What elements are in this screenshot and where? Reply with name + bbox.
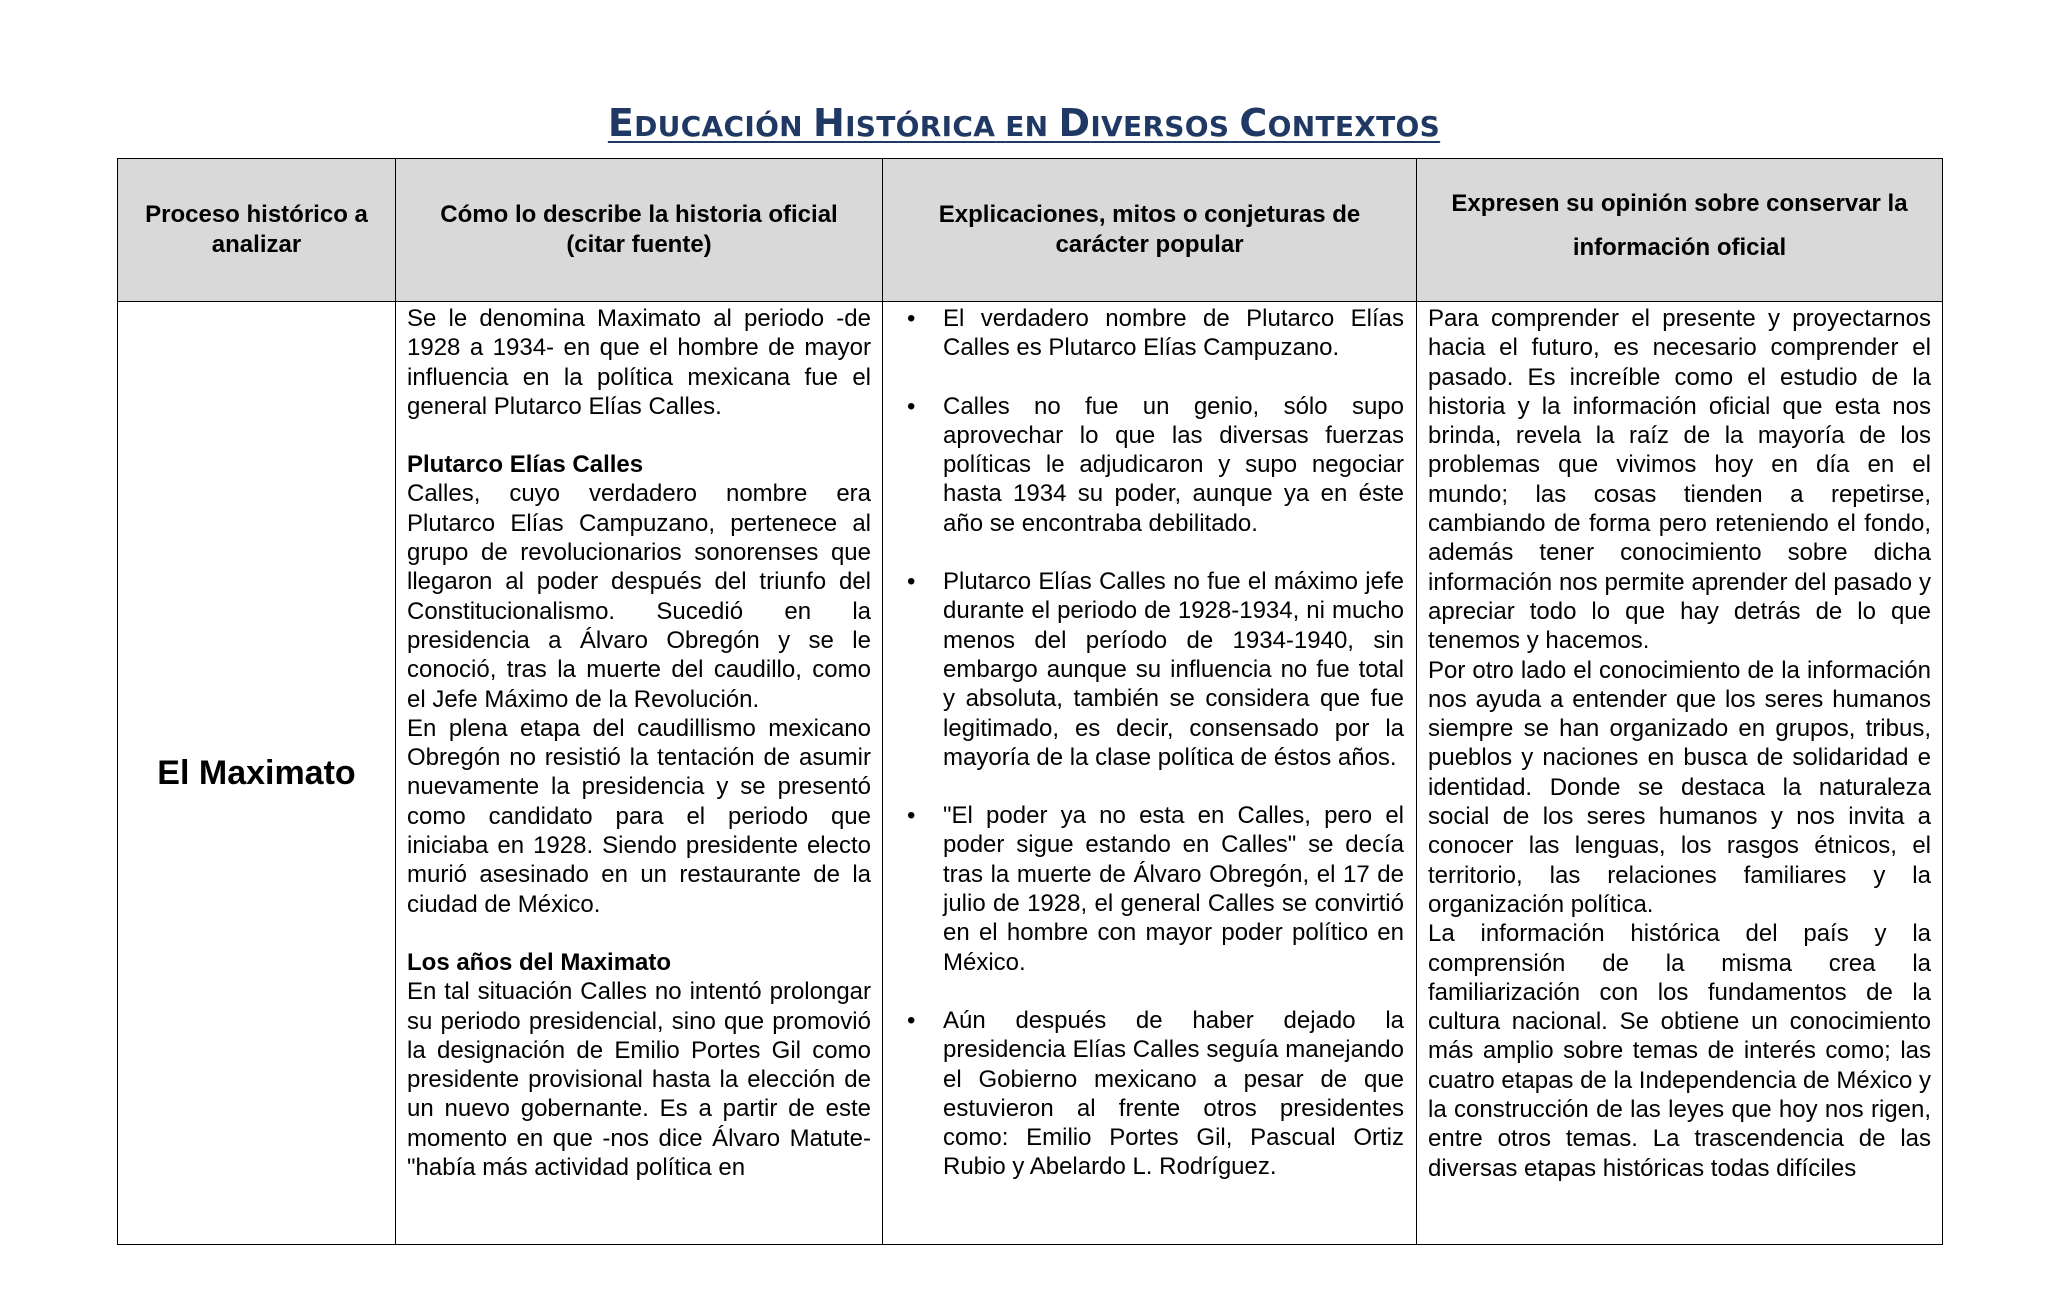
- history-table: [117, 158, 1943, 1245]
- bullet-icon: •: [907, 802, 916, 830]
- process-cell: El Maximato: [118, 302, 396, 1245]
- title-word: DIVERSOS: [1058, 100, 1230, 145]
- popular-bullet-text: Aún después de haber dejado la presidencia Elías Calles seguía manejando el Gobierno mexicano a pesar de que estuvieron al frente otros presidentes como: Emilio Portes Gil, Pascual Ortiz Rubio y Abelardo L. Rodríguez.: [943, 1006, 1404, 1181]
- official-history-cell: [396, 302, 883, 1245]
- title-word: EDUCACIÓN: [607, 100, 803, 145]
- popular-bullet-text: "El poder ya no esta en Calles, pero el poder sigue estando en Calles" se decía tras la muerte de Álvaro Obregón, el 17 de julio de 1928, el general Calles se convirtió en el hombre con mayor poder político en México.: [943, 802, 1404, 976]
- popular-myths-cell: [883, 302, 1417, 1245]
- header-opinion: Expresen su opinión sobre conservar la información oficial: [1417, 159, 1943, 302]
- official-paragraph: En tal situación Calles no intentó prolongar su periodo presidencial, sino que promovió la designación de Emilio Portes Gil como presidente provisional hasta la elección de un nuevo gobernante. Es a partir de este momento en que -nos dice Álvaro Matute- "había más actividad política en: [407, 978, 871, 1182]
- popular-bullet-item: [907, 392, 1404, 538]
- opinion-paragraph: La información histórica del país y la comprensión de la misma crea la familiarización con los fundamentos de la cultura nacional. Se obtiene un conocimiento más amplio sobre temas de interés como; las cuatro etapas de la Independencia de México y la construcción de las leyes que hoy nos rigen, entre otros temas. La trascendencia de las diversas etapas históricas todas difíciles: [1428, 920, 1932, 1182]
- popular-bullet-item: [907, 304, 1404, 363]
- official-paragraph: Calles, cuyo verdadero nombre era Plutarco Elías Campuzano, pertenece al grupo de revolucionarios sonorenses que llegaron al poder después del triunfo del Constitucionalismo. Sucedió en la presidencia a Álvaro Obregón y se le conoció, tras la muerte del caudillo, como el Jefe Máximo de la Revolución.: [407, 480, 871, 713]
- opinion-paragraph: Para comprender el presente y proyectarnos hacia el futuro, es necesario comprender el pasado. Es increíble como el estudio de la historia y la información oficial que esta nos brinda, revela la raíz de la mayoría de los problemas que vivimos hoy en día en el mundo; las cosas tienden a repetirse, cambiando de forma pero reteniendo el fondo, además tener conocimiento sobre dicha información nos permite aprender del pasado y apreciar todo lo que hay detrás de lo que tenemos y hacemos.: [1428, 305, 1931, 655]
- bullet-icon: •: [907, 305, 916, 332]
- bullet-icon: •: [907, 392, 916, 420]
- opinion-paragraph: Por otro lado el conocimiento de la información nos ayuda a entender que los seres humanos siempre se han organizado en grupos, tribus, pueblos y naciones en busca de solidaridad e identidad. Donde se destaca la naturaleza social de los seres humanos y nos invita a conocer las lenguas, los rasgos étnicos, el territorio, las relaciones familiares y la organización política.: [1428, 656, 1931, 918]
- popular-bullet-item: [907, 1006, 1404, 1182]
- header-process: Proceso histórico a analizar: [118, 159, 396, 302]
- popular-bullet-text: El verdadero nombre de Plutarco Elías Calles es Plutarco Elías Campuzano.: [943, 305, 1404, 362]
- opinion-text: [1417, 304, 1942, 1183]
- popular-bullet-text: Plutarco Elías Calles no fue el máximo jefe durante el periodo de 1928-1934, ni mucho menos del período de 1934-1940, sin embargo aunque su influencia no fue total y absoluta, también se considera que fue legitimado, es decir, consensado por la mayoría de la clase política de éstos años.: [943, 568, 1404, 771]
- page-title: [0, 101, 2048, 145]
- official-subheading: Los años del Maximato: [407, 948, 672, 976]
- header-row: [118, 159, 1943, 302]
- popular-myths-list: [883, 304, 1416, 1182]
- header-popular-myths: Explicaciones, mitos o conjeturas de carácter popular: [883, 159, 1417, 302]
- official-paragraph: En plena etapa del caudillismo mexicano Obregón no resistió la tentación de asumir nuevamente la presidencia y se presentó como candidato para el periodo que iniciaba en 1928. Siendo presidente electo murió asesinado en un restaurante de la ciudad de México.: [407, 714, 871, 918]
- official-history-text: [396, 304, 882, 1182]
- table-row: [118, 302, 1943, 1245]
- bullet-icon: •: [907, 1006, 916, 1034]
- title-word: HISTÓRICA: [812, 100, 996, 145]
- popular-bullet-item: [907, 567, 1404, 772]
- title-word: CONTEXTOS: [1239, 100, 1441, 145]
- popular-bullet-text: Calles no fue un genio, sólo supo aprovechar lo que las diversas fuerzas políticas le adjudicaron y supo negociar hasta 1934 su poder, aunque ya en éste año se encontraba debilitado.: [943, 392, 1404, 537]
- header-official-history: Cómo lo describe la historia oficial (citar fuente): [396, 159, 883, 302]
- official-paragraph: Se le denomina Maximato al periodo -de 1928 a 1934- en que el hombre de mayor influencia en la política mexicana fue el general Plutarco Elías Calles.: [407, 305, 871, 420]
- opinion-cell: [1417, 302, 1943, 1245]
- title-word: EN: [1005, 109, 1049, 143]
- official-subheading: Plutarco Elías Calles: [407, 451, 644, 479]
- bullet-icon: •: [907, 568, 916, 596]
- popular-bullet-item: [907, 801, 1404, 977]
